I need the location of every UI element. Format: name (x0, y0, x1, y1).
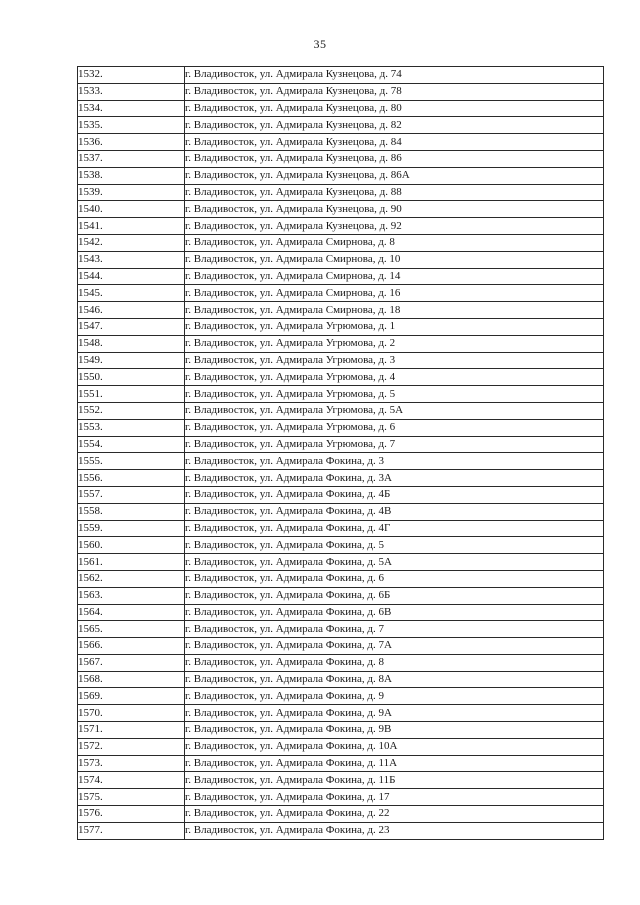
table-row (78, 251, 604, 268)
table-row (78, 100, 604, 117)
row-address: г. Владивосток, ул. Адмирала Кузнецова, д. 82 (185, 117, 604, 134)
table-row (78, 402, 604, 419)
row-number: 1537. (78, 150, 185, 167)
row-number: 1550. (78, 369, 185, 386)
table-row (78, 318, 604, 335)
table-row (78, 436, 604, 453)
row-address: г. Владивосток, ул. Адмирала Фокина, д. 9А (185, 705, 604, 722)
row-number: 1558. (78, 503, 185, 520)
row-number: 1560. (78, 537, 185, 554)
row-address: г. Владивосток, ул. Адмирала Фокина, д. 6Б (185, 587, 604, 604)
table-row (78, 218, 604, 235)
table-row (78, 738, 604, 755)
row-address: г. Владивосток, ул. Адмирала Фокина, д. 23 (185, 822, 604, 839)
table-row (78, 134, 604, 151)
row-address: г. Владивосток, ул. Адмирала Фокина, д. 22 (185, 806, 604, 823)
row-number: 1532. (78, 67, 185, 84)
table-row (78, 621, 604, 638)
row-address: г. Владивосток, ул. Адмирала Фокина, д. 7А (185, 638, 604, 655)
row-address: г. Владивосток, ул. Адмирала Фокина, д. 8 (185, 654, 604, 671)
row-number: 1551. (78, 386, 185, 403)
row-number: 1571. (78, 722, 185, 739)
table-row (78, 234, 604, 251)
row-address: г. Владивосток, ул. Адмирала Угрюмова, д. 7 (185, 436, 604, 453)
table-row (78, 789, 604, 806)
row-address: г. Владивосток, ул. Адмирала Смирнова, д. 16 (185, 285, 604, 302)
row-number: 1563. (78, 587, 185, 604)
row-address: г. Владивосток, ул. Адмирала Кузнецова, д. 86 (185, 150, 604, 167)
table-row (78, 335, 604, 352)
row-address: г. Владивосток, ул. Адмирала Кузнецова, д. 92 (185, 218, 604, 235)
row-address: г. Владивосток, ул. Адмирала Кузнецова, д. 90 (185, 201, 604, 218)
row-number: 1544. (78, 268, 185, 285)
row-number: 1570. (78, 705, 185, 722)
row-number: 1566. (78, 638, 185, 655)
row-number: 1554. (78, 436, 185, 453)
table-row (78, 503, 604, 520)
address-table (77, 66, 604, 840)
row-address: г. Владивосток, ул. Адмирала Угрюмова, д. 3 (185, 352, 604, 369)
row-number: 1546. (78, 302, 185, 319)
table-row (78, 419, 604, 436)
table-row (78, 167, 604, 184)
table-row (78, 755, 604, 772)
row-number: 1552. (78, 402, 185, 419)
table-row (78, 184, 604, 201)
row-address: г. Владивосток, ул. Адмирала Угрюмова, д. 2 (185, 335, 604, 352)
row-number: 1573. (78, 755, 185, 772)
row-number: 1543. (78, 251, 185, 268)
row-address: г. Владивосток, ул. Адмирала Кузнецова, д. 86А (185, 167, 604, 184)
row-number: 1567. (78, 654, 185, 671)
table-row (78, 150, 604, 167)
row-number: 1533. (78, 83, 185, 100)
table-row (78, 285, 604, 302)
row-number: 1564. (78, 604, 185, 621)
table-row (78, 705, 604, 722)
row-address: г. Владивосток, ул. Адмирала Смирнова, д. 10 (185, 251, 604, 268)
table-row (78, 369, 604, 386)
row-number: 1549. (78, 352, 185, 369)
row-address: г. Владивосток, ул. Адмирала Фокина, д. 10А (185, 738, 604, 755)
row-number: 1547. (78, 318, 185, 335)
row-address: г. Владивосток, ул. Адмирала Угрюмова, д. 5А (185, 402, 604, 419)
row-address: г. Владивосток, ул. Адмирала Фокина, д. 11А (185, 755, 604, 772)
table-row (78, 604, 604, 621)
row-address: г. Владивосток, ул. Адмирала Смирнова, д. 14 (185, 268, 604, 285)
row-address: г. Владивосток, ул. Адмирала Угрюмова, д. 4 (185, 369, 604, 386)
row-number: 1557. (78, 486, 185, 503)
table-row (78, 520, 604, 537)
row-address: г. Владивосток, ул. Адмирала Фокина, д. 5 (185, 537, 604, 554)
row-number: 1574. (78, 772, 185, 789)
table-row (78, 83, 604, 100)
row-address: г. Владивосток, ул. Адмирала Угрюмова, д. 1 (185, 318, 604, 335)
row-number: 1545. (78, 285, 185, 302)
row-address: г. Владивосток, ул. Адмирала Фокина, д. 5А (185, 554, 604, 571)
row-address: г. Владивосток, ул. Адмирала Кузнецова, д. 74 (185, 67, 604, 84)
row-address: г. Владивосток, ул. Адмирала Угрюмова, д. 5 (185, 386, 604, 403)
row-address: г. Владивосток, ул. Адмирала Фокина, д. 11Б (185, 772, 604, 789)
row-number: 1562. (78, 570, 185, 587)
row-number: 1536. (78, 134, 185, 151)
row-address: г. Владивосток, ул. Адмирала Кузнецова, д. 78 (185, 83, 604, 100)
table-row (78, 554, 604, 571)
row-number: 1538. (78, 167, 185, 184)
table-row (78, 470, 604, 487)
row-address: г. Владивосток, ул. Адмирала Фокина, д. 7 (185, 621, 604, 638)
row-number: 1556. (78, 470, 185, 487)
row-address: г. Владивосток, ул. Адмирала Фокина, д. 8А (185, 671, 604, 688)
table-row (78, 688, 604, 705)
table-row (78, 117, 604, 134)
table-row (78, 386, 604, 403)
table-row (78, 67, 604, 84)
table-row (78, 302, 604, 319)
table-row (78, 453, 604, 470)
row-number: 1572. (78, 738, 185, 755)
row-address: г. Владивосток, ул. Адмирала Фокина, д. 9В (185, 722, 604, 739)
table-row (78, 486, 604, 503)
row-number: 1540. (78, 201, 185, 218)
row-address: г. Владивосток, ул. Адмирала Кузнецова, д. 80 (185, 100, 604, 117)
row-address: г. Владивосток, ул. Адмирала Кузнецова, д. 88 (185, 184, 604, 201)
row-address: г. Владивосток, ул. Адмирала Фокина, д. 4Г (185, 520, 604, 537)
row-address: г. Владивосток, ул. Адмирала Угрюмова, д. 6 (185, 419, 604, 436)
row-address: г. Владивосток, ул. Адмирала Фокина, д. 4В (185, 503, 604, 520)
row-address: г. Владивосток, ул. Адмирала Смирнова, д. 18 (185, 302, 604, 319)
row-number: 1534. (78, 100, 185, 117)
row-address: г. Владивосток, ул. Адмирала Кузнецова, д. 84 (185, 134, 604, 151)
row-number: 1548. (78, 335, 185, 352)
row-number: 1575. (78, 789, 185, 806)
page-number: 35 (313, 37, 327, 51)
row-number: 1577. (78, 822, 185, 839)
table-row (78, 587, 604, 604)
row-number: 1555. (78, 453, 185, 470)
table-row (78, 537, 604, 554)
row-address: г. Владивосток, ул. Адмирала Фокина, д. 3 (185, 453, 604, 470)
row-address: г. Владивосток, ул. Адмирала Фокина, д. 3А (185, 470, 604, 487)
table-row (78, 268, 604, 285)
table-row (78, 654, 604, 671)
table-row (78, 772, 604, 789)
table-row (78, 352, 604, 369)
row-address: г. Владивосток, ул. Адмирала Фокина, д. 6 (185, 570, 604, 587)
row-address: г. Владивосток, ул. Адмирала Фокина, д. 9 (185, 688, 604, 705)
table-row (78, 671, 604, 688)
row-address: г. Владивосток, ул. Адмирала Смирнова, д. 8 (185, 234, 604, 251)
row-number: 1535. (78, 117, 185, 134)
row-number: 1569. (78, 688, 185, 705)
row-address: г. Владивосток, ул. Адмирала Фокина, д. 4Б (185, 486, 604, 503)
row-number: 1568. (78, 671, 185, 688)
row-number: 1559. (78, 520, 185, 537)
table-row (78, 570, 604, 587)
table-row (78, 638, 604, 655)
table-row (78, 722, 604, 739)
table-row (78, 201, 604, 218)
table-row (78, 806, 604, 823)
row-number: 1542. (78, 234, 185, 251)
address-table-body (78, 67, 604, 840)
row-address: г. Владивосток, ул. Адмирала Фокина, д. 6В (185, 604, 604, 621)
row-address: г. Владивосток, ул. Адмирала Фокина, д. 17 (185, 789, 604, 806)
row-number: 1576. (78, 806, 185, 823)
row-number: 1565. (78, 621, 185, 638)
row-number: 1541. (78, 218, 185, 235)
row-number: 1539. (78, 184, 185, 201)
table-row (78, 822, 604, 839)
row-number: 1561. (78, 554, 185, 571)
row-number: 1553. (78, 419, 185, 436)
